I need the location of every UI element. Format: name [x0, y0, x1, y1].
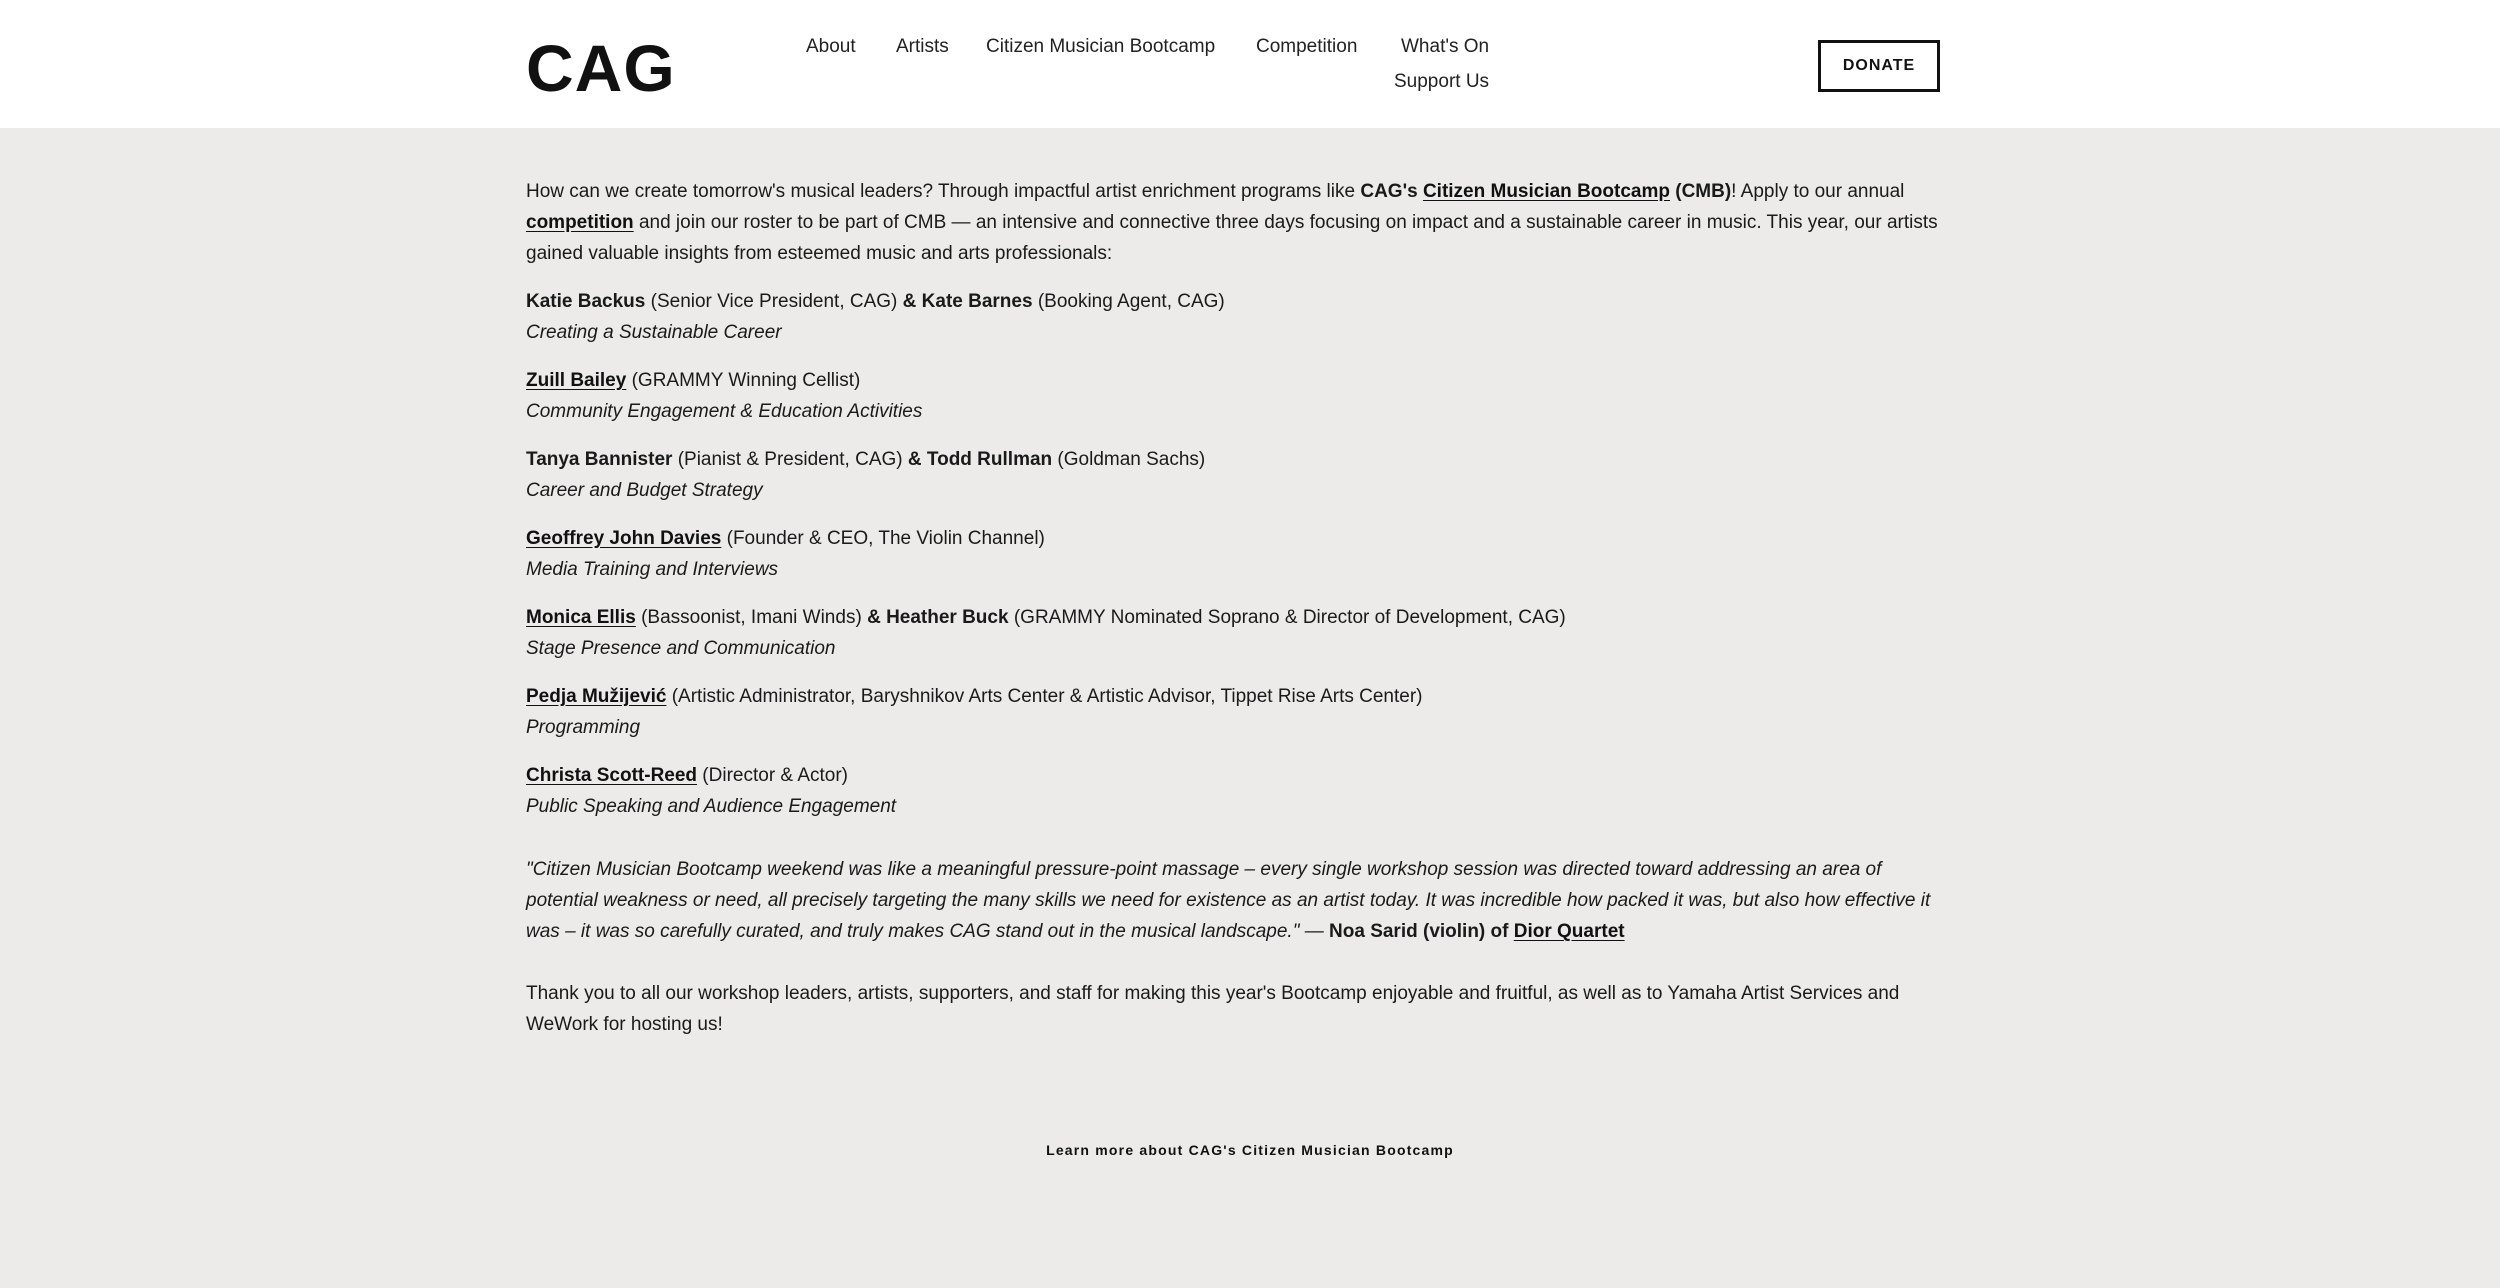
nav-support-us[interactable]: Support Us — [1394, 71, 1490, 92]
workshop-topic: Media Training and Interviews — [526, 559, 779, 580]
speaker-link[interactable]: Zuill Bailey — [526, 370, 627, 391]
speaker-entry — [526, 602, 1946, 664]
workshop-topic: Community Engagement & Education Activities — [526, 401, 923, 422]
site-header — [0, 0, 2500, 128]
quote-dash: — — [1299, 921, 1330, 942]
speaker-name: Tanya Bannister — [526, 449, 673, 470]
workshop-topic: Creating a Sustainable Career — [526, 322, 782, 343]
workshop-topic: Stage Presence and Communication — [526, 638, 836, 659]
cag-logo[interactable]: CAG — [526, 31, 676, 105]
intro-text-3: and join our roster to be part of CMB — an intensive and connective three days focusing on impact and a sustainable career in music. This year, our artists gained valuable insights from esteemed music and arts professionals: — [526, 212, 1938, 264]
speaker-link[interactable]: Geoffrey John Davies — [526, 528, 722, 549]
speaker-role: (GRAMMY Nominated Soprano & Director of Development, CAG) — [1008, 607, 1566, 628]
intro-text-2: ! Apply to our annual — [1731, 181, 1905, 202]
speaker-role: (GRAMMY Winning Cellist) — [626, 370, 861, 391]
main-content — [526, 176, 1946, 1040]
speaker-role: (Director & Actor) — [697, 765, 849, 786]
intro-paragraph — [526, 176, 1946, 269]
speaker-name: Katie Backus — [526, 291, 646, 312]
speaker-role: (Bassoonist, Imani Winds) — [635, 607, 868, 628]
intro-cmb-abbr: (CMB) — [1669, 181, 1732, 202]
workshop-topic: Public Speaking and Audience Engagement — [526, 796, 897, 817]
nav-citizen-musician-bootcamp[interactable]: Citizen Musician Bootcamp — [986, 36, 1216, 57]
intro-text-1: How can we create tomorrow's musical leaders? Through impactful artist enrichment programs like — [526, 181, 1361, 202]
speaker-role: (Senior Vice President, CAG) — [645, 291, 903, 312]
quote-author: Noa Sarid (violin) of — [1329, 921, 1514, 942]
speaker-link[interactable]: Pedja Mužijević — [526, 686, 667, 707]
cmb-link[interactable]: Citizen Musician Bootcamp — [1422, 181, 1670, 202]
workshop-topic: Career and Budget Strategy — [526, 480, 763, 501]
speaker-name: & Heather Buck — [867, 607, 1009, 628]
testimonial-quote — [526, 854, 1946, 947]
donate-button[interactable]: DONATE — [1818, 40, 1940, 92]
speaker-entry — [526, 444, 1946, 506]
speaker-entry — [526, 523, 1946, 585]
nav-artists[interactable]: Artists — [896, 36, 949, 57]
nav-whats-on[interactable]: What's On — [1401, 36, 1490, 57]
speaker-role: (Booking Agent, CAG) — [1032, 291, 1225, 312]
speaker-name: & Todd Rullman — [907, 449, 1053, 470]
speaker-entry — [526, 286, 1946, 348]
nav-about[interactable]: About — [806, 36, 856, 57]
speaker-entry — [526, 365, 1946, 427]
workshop-topic: Programming — [526, 717, 641, 738]
competition-link[interactable]: competition — [526, 212, 634, 233]
quote-text: "Citizen Musician Bootcamp weekend was like a meaningful pressure-point massage – every single workshop session was directed toward addressing an area of potential weakness or need, all precisely targeting the many skills we need for existence as an artist today. It was incredible how packed it was, but also how effective it was – it was so carefully curated, and truly makes CAG stand out in the musical landscape." — [526, 859, 1931, 942]
speaker-entry — [526, 760, 1946, 822]
speaker-link[interactable]: Christa Scott-Reed — [526, 765, 698, 786]
nav-competition[interactable]: Competition — [1256, 36, 1358, 57]
speaker-role: (Artistic Administrator, Baryshnikov Arts Center & Artistic Advisor, Tippet Rise Arts Center) — [666, 686, 1423, 707]
speaker-name: & Kate Barnes — [902, 291, 1033, 312]
speaker-entry — [526, 681, 1946, 743]
thanks-paragraph: Thank you to all our workshop leaders, artists, supporters, and staff for making this year's Bootcamp enjoyable and fruitful, as well as to Yamaha Artist Services and WeWork for hosting us! — [526, 983, 1900, 1035]
dior-quartet-link[interactable]: Dior Quartet — [1513, 921, 1625, 942]
learn-more-link[interactable]: Learn more about CAG's Citizen Musician Bootcamp — [1046, 1142, 1454, 1158]
intro-cag: CAG's — [1360, 181, 1423, 202]
speaker-role: (Founder & CEO, The Violin Channel) — [721, 528, 1045, 549]
speaker-role: (Pianist & President, CAG) — [672, 449, 908, 470]
speaker-role: (Goldman Sachs) — [1052, 449, 1206, 470]
speaker-link[interactable]: Monica Ellis — [526, 607, 636, 628]
